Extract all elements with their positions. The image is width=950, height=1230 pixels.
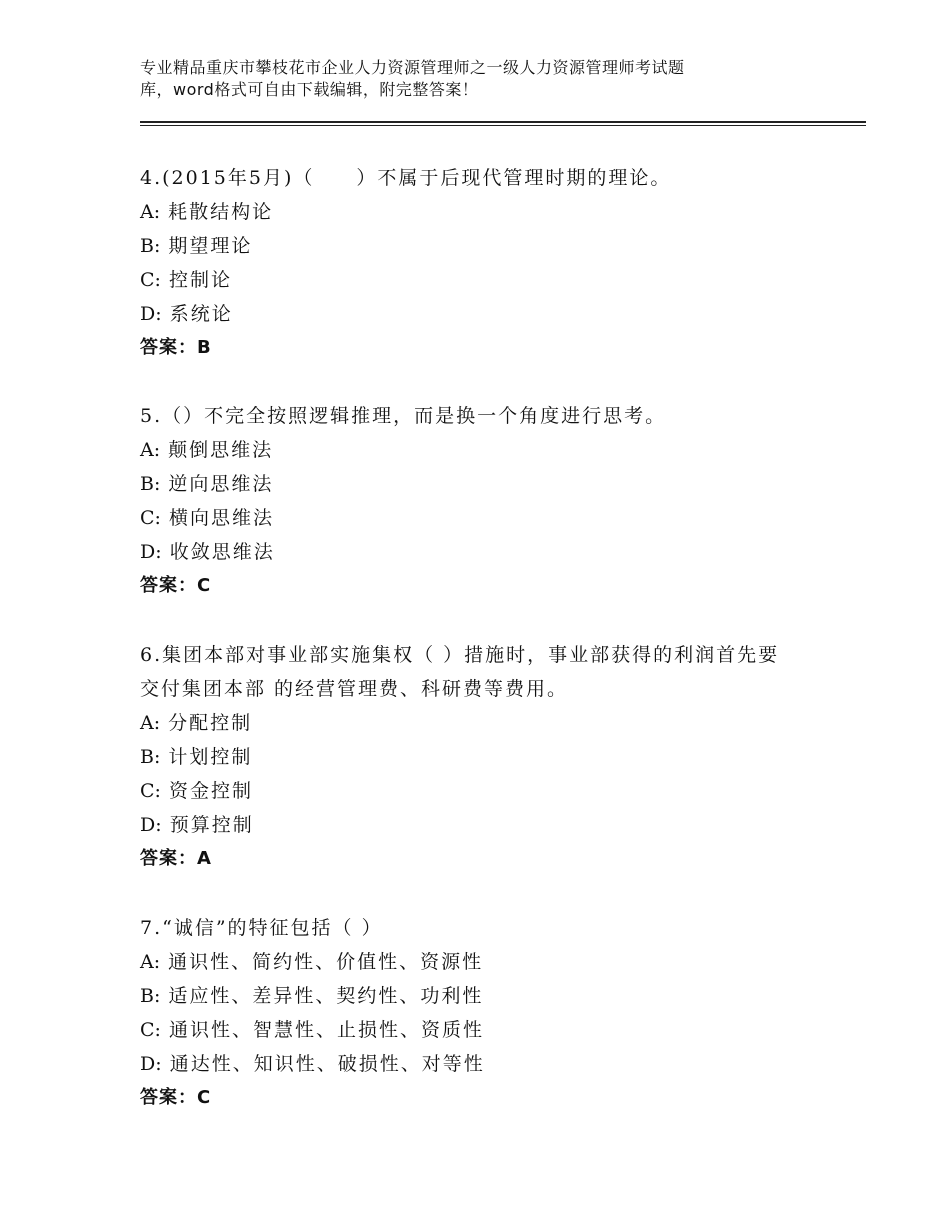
option-letter: D:	[140, 814, 162, 836]
option-letter: B:	[140, 235, 161, 257]
option-c	[140, 774, 860, 808]
option-text: 控制论	[169, 269, 233, 291]
option-letter: A:	[140, 712, 161, 734]
option-text: 通识性、智慧性、止损性、资质性	[169, 1019, 485, 1041]
option-letter: A:	[140, 951, 161, 973]
option-b	[140, 229, 860, 263]
question-stem: 5.（）不完全按照逻辑推理，而是换一个角度进行思考。	[140, 405, 667, 427]
option-letter: C:	[140, 1019, 161, 1041]
option-text: 通达性、知识性、破损性、对等性	[169, 1053, 485, 1075]
option-a	[140, 195, 860, 229]
option-c	[140, 1013, 860, 1047]
option-a	[140, 945, 860, 979]
option-letter: D:	[140, 1053, 162, 1075]
option-text: 系统论	[169, 303, 233, 325]
option-d	[140, 1047, 860, 1081]
question-stem-line-1: 6.集团本部对事业部实施集权（ ）措施时，事业部获得的利润首先要	[140, 644, 780, 666]
option-b	[140, 979, 860, 1013]
option-text: 计划控制	[168, 746, 253, 768]
header-line-2: 库，word格式可自由下载编辑，附完整答案！	[140, 80, 479, 99]
option-b	[140, 740, 860, 774]
option-a	[140, 706, 860, 740]
option-c	[140, 501, 860, 535]
question-stem: 4.(2015年5月)（ ）不属于后现代管理时期的理论。	[140, 167, 672, 189]
option-text: 耗散结构论	[168, 201, 274, 223]
question-6	[140, 638, 860, 876]
answer-label: 答案：C	[140, 575, 212, 596]
header-divider-thin	[140, 125, 866, 126]
question-7	[140, 911, 860, 1115]
question-4	[140, 161, 860, 365]
option-text: 逆向思维法	[168, 473, 274, 495]
option-d	[140, 297, 860, 331]
option-text: 资金控制	[169, 780, 254, 802]
option-letter: A:	[140, 201, 161, 223]
option-text: 通识性、简约性、价值性、资源性	[168, 951, 484, 973]
question-stem: 7.“诚信”的特征包括（ ）	[140, 917, 383, 939]
header-line-1: 专业精品重庆市攀枝花市企业人力资源管理师之一级人力资源管理师考试题	[140, 58, 685, 77]
option-letter: B:	[140, 473, 161, 495]
option-letter: B:	[140, 985, 161, 1007]
question-stem-line-2: 交付集团本部 的经营管理费、科研费等费用。	[140, 678, 569, 700]
header-divider-thick	[140, 121, 866, 123]
option-text: 适应性、差异性、契约性、功利性	[168, 985, 484, 1007]
option-text: 横向思维法	[169, 507, 275, 529]
answer-label: 答案：B	[140, 337, 212, 358]
option-letter: A:	[140, 439, 161, 461]
answer-label: 答案：A	[140, 848, 212, 869]
document-header	[140, 57, 790, 101]
option-text: 预算控制	[169, 814, 254, 836]
option-c	[140, 263, 860, 297]
option-letter: C:	[140, 780, 161, 802]
answer-label: 答案：C	[140, 1087, 212, 1108]
question-5	[140, 399, 860, 603]
option-b	[140, 467, 860, 501]
option-d	[140, 535, 860, 569]
option-text: 期望理论	[168, 235, 253, 257]
option-d	[140, 808, 860, 842]
option-a	[140, 433, 860, 467]
option-letter: D:	[140, 541, 162, 563]
option-letter: D:	[140, 303, 162, 325]
option-text: 分配控制	[168, 712, 253, 734]
option-letter: C:	[140, 507, 161, 529]
option-letter: C:	[140, 269, 161, 291]
option-text: 收敛思维法	[169, 541, 275, 563]
option-letter: B:	[140, 746, 161, 768]
option-text: 颠倒思维法	[168, 439, 274, 461]
